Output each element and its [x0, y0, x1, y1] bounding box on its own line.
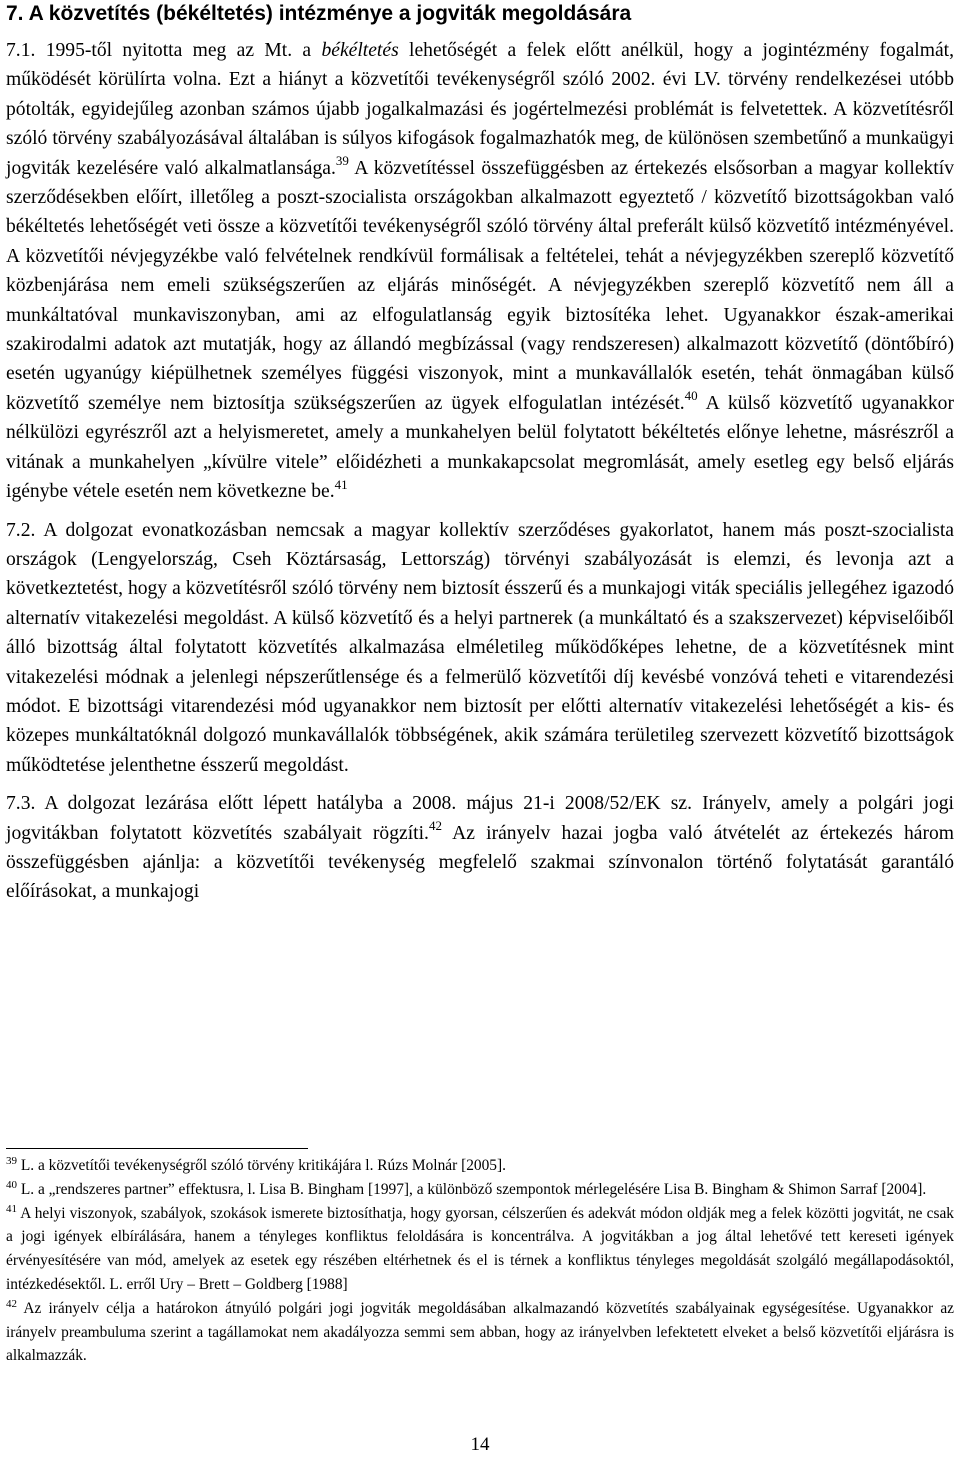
emphasized-text: békéltetés — [321, 40, 399, 61]
footnote-number: 42 — [6, 1297, 17, 1310]
footnote-number: 39 — [6, 1154, 17, 1167]
footnote-number: 41 — [6, 1202, 17, 1215]
footnote-ref: 42 — [428, 818, 442, 834]
footnote-39 — [6, 1154, 954, 1178]
paragraph-text: 7.1. 1995-től nyitotta meg az Mt. a — [6, 40, 322, 61]
paragraph-text: lehetőségét a felek előtt anélkül, hogy a jogintézmény fogalmát, működését körülírta volna. Ezt a hiányt a közvetítői tevékenységről szóló 2002. évi LV. törvény rendelkezései utóbb pótolták, egyidejűleg azonban számos újabb jogalkalmazási és jogértelmezési problémát is felvetettek. A közvetítésről szóló törvény szabályozásával általában is súlyos kifogások fogalmazhatók meg, de különösen szembetűnő a munkaügyi jogviták kezelésére való alkalmatlansága. — [6, 40, 954, 179]
footnote-separator — [6, 1148, 308, 1149]
paragraph-7-2 — [6, 516, 954, 781]
footnote-ref: 39 — [335, 153, 349, 169]
footnote-42 — [6, 1297, 954, 1368]
footnote-text: Az irányelv célja a határokon átnyúló polgári jogi jogviták megoldásában alkalmazandó közvetítés szabályainak egységesítése. Ugyanakkor az irányelv preambuluma szerint a tagállamokat nem akadályozza semmi sem abban, hogy az irányelvben lefektetett elveket a belső közvetítői eljárásra is alkalmazzák. — [6, 1299, 954, 1365]
section-heading: 7. A közvetítés (békéltetés) intézménye a jogviták megoldására — [6, 2, 632, 25]
paragraph-text: 7.2. A dolgozat evonatkozásban nemcsak a magyar kollektív szerződéses gyakorlatot, hanem más poszt-szocialista országok (Lengyelország, Cseh Köztársaság, Lettország) törvényi szabályozását is elemzi, és levonja azt a következtetést, hogy a közvetítésről szóló törvény nem biztosít ésszerű és a munkajogi viták speciális jellegéhez igazodó alternatív vitakezelési megoldást. A külső közvetítő és a helyi partnerek (a munkáltató és a szakszervezet) képviselőiből álló bizottság által folytatott közvetítés alkalmazása elméletileg működőképes lehetne, de a közvetítésnek mint vitakezelési módnak a jelenlegi népszerűtlensége és a felmerülő közvetítői díj kevésbé vonzóvá teheti e vitarendezési módot. E bizottsági vitarendezési mód ugyanakkor nem biztosít per előtti alternatív vitakezelési lehetőségét a kis- és közepes munkáltatóknál dolgozó munkavállalók többségének, akik számára területileg szervezett közvetítő bizottságok működtetése jelenthetne ésszerű megoldást. — [6, 519, 954, 776]
paragraph-text: 7.3. A dolgozat lezárása előtt lépett hatályba a 2008. május 21-i 2008/52/EK sz. Irányelv, amely a polgári jogi jogvitákban folytatott közvetítés szabályait rögzíti. — [6, 793, 954, 844]
footnote-text: L. a közvetítői tevékenységről szóló törvény kritikájára l. Rúzs Molnár [2005]. — [17, 1157, 506, 1174]
footnote-41 — [6, 1202, 954, 1297]
paragraph-7-1 — [6, 36, 954, 507]
footnote-number: 40 — [6, 1178, 17, 1191]
paragraph-text: Az irányelv hazai jogba való átvételét az értekezés három összefüggésben ajánlja: a közvetítői tevékenység megfelelő szakmai színvonalon történő folytatását garantáló előírásokat, a munkajogi — [6, 822, 955, 903]
body-text — [6, 36, 954, 916]
footnote-ref: 40 — [684, 388, 698, 404]
paragraph-7-3 — [6, 789, 954, 907]
footnote-ref: 41 — [334, 476, 348, 492]
footnote-text: L. a „rendszeres partner” effektusra, l. Lisa B. Bingham [1997], a különböző szempontok mérlegelésére Lisa B. Bingham & Shimon Sarraf [2004]. — [17, 1180, 927, 1198]
paragraph-text: A közvetítéssel összefüggésben az értekezés elsősorban a magyar kollektív szerződésekben előírt, illetőleg a poszt-szocialista országokban alkalmazott egyeztető / közvetítő bizottságokban való békéltetés lehetőségét veti össze a közvetítői tevékenységről szóló törvény által preferált külső közvetítő intézményével. A közvetítői névjegyzékbe való felvételnek rendkívül formálisak a feltételei, tehát a névjegyzékben szereplő közvetítő közbenjárása nem emeli szükségszerűen az eljárás minőségét. A névjegyzékben szereplő közvetítő nem áll a munkáltatóval munkaviszonyban, ami az elfogulatlanság egyik biztosítéka lehet. Ugyanakkor észak-amerikai szakirodalmi adatok azt mutatják, hogy az állandó megbízással (vagy rendszeresen) alkalmazott közvetítő (döntőbíró) esetén ugyanúgy kiépülhetnek személyes függési viszonyok, mint a munkavállalók esetén, tehát önmagában külső közvetítő személye nem biztosítja szükségszerűen az ügyek elfogulatlan intézését. — [6, 157, 954, 414]
footnotes — [6, 1154, 954, 1368]
footnote-text: A helyi viszonyok, szabályok, szokások ismerete biztosíthatja, hogy gyorsan, célszerűen és adekvát módon oldják meg a felek közötti jogvitát, ne csak a jogi igények elbírálására, hanem a tényleges konfliktus feloldására is koncentrálva. A jogvitákban a jog által lehetővé tett kereseti igények érvényesítésére van mód, amelyek az esetek egy részében eltérhetnek és el is térnek a konfliktus tényleges megoldását szolgáló megállapodásoktól, intézkedésektől. L. erről Ury – Brett – Goldberg [1988] — [6, 1204, 954, 1293]
paragraph-text: A külső közvetítő ugyanakkor nélkülözi egyrészről azt a helyismeretet, amely a munkahelyen belül folytatott békéltetés előnye lehetne, másrészről a vitának a munkahelyen „kívülre vitele” előidézheti a munkakapcsolat megromlását, amely esetleg egy belső eljárás igénybe vétele esetén nem következne be. — [6, 392, 955, 503]
page-number: 14 — [470, 1434, 490, 1455]
footnote-40 — [6, 1178, 954, 1202]
